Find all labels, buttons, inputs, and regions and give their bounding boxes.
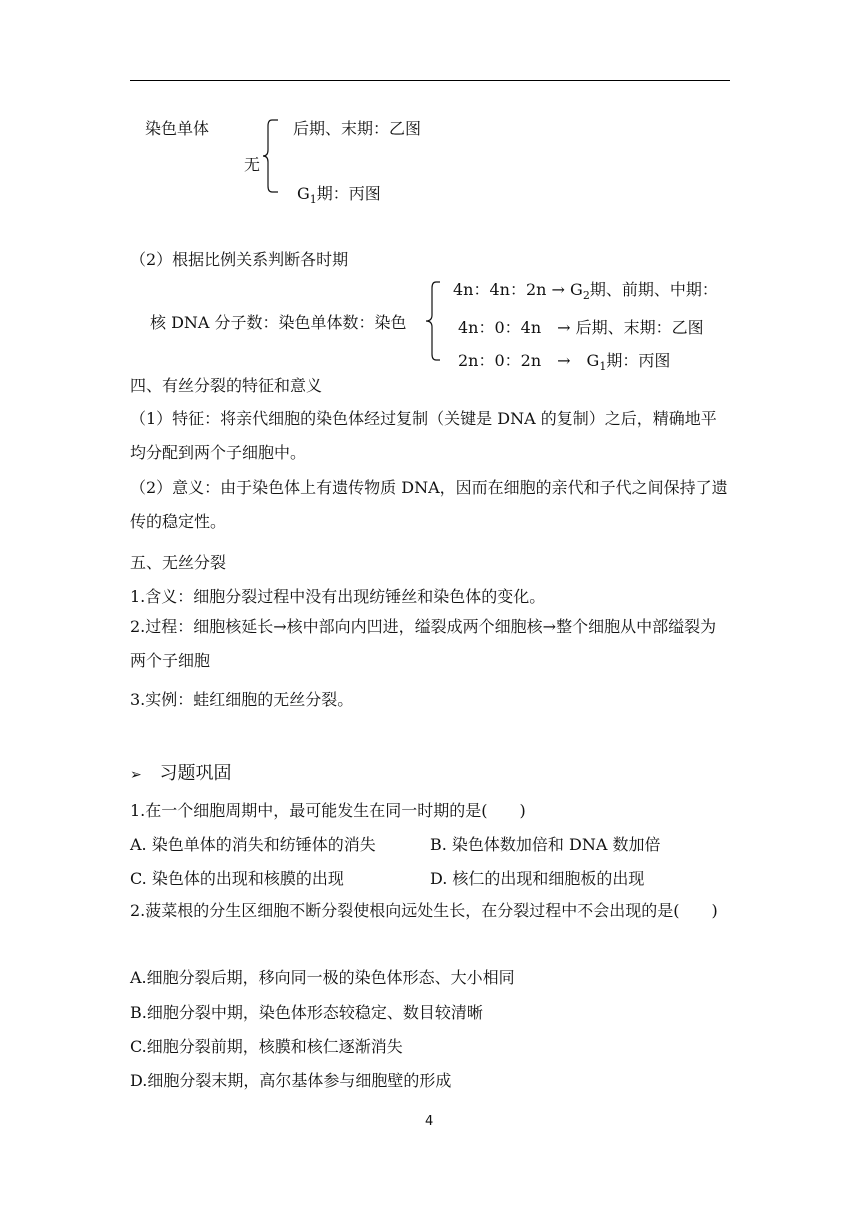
question-1-option-d: D. 核仁的出现和细胞板的出现 — [430, 869, 645, 888]
ratio-row-3: 2n：0：2n → $G_1$期：丙图 — [458, 351, 671, 374]
ratio-row-2: 4n：0：4n → 后期、末期：乙图 — [458, 318, 704, 337]
amitosis-example: 3.实例：蛙红细胞的无丝分裂。 — [130, 690, 354, 709]
arrow-bullet-icon: ➢ — [130, 767, 142, 783]
brace-2 — [424, 280, 446, 362]
page-number: 4 — [425, 1114, 434, 1129]
amitosis-definition: 1.含义：细胞分裂过程中没有出现纺锤丝和染色体的变化。 — [130, 587, 546, 606]
exercises-heading: ➢ 习题巩固 — [130, 763, 232, 784]
question-1-option-b: B. 染色体数加倍和 DNA 数加倍 — [430, 835, 661, 854]
significance-paragraph: （2）意义：由于染色体上有遗传物质 DNA，因而在细胞的亲代和子代之间保持了遗传的稳定性。 — [130, 478, 728, 531]
ratio-row-1: 4n：4n：$2n \to G_2$期、前期、中期： — [453, 280, 718, 303]
branch-g1-phase: $G_1$期：丙图 — [297, 184, 381, 207]
question-1-option-c: C. 染色体的出现和核膜的出现 — [130, 869, 344, 888]
section-5-heading: 五、无丝分裂 — [130, 553, 227, 572]
question-2-option-d: D.细胞分裂末期，高尔基体参与细胞壁的形成 — [130, 1071, 452, 1090]
branch-late-phase: 后期、末期：乙图 — [293, 119, 422, 138]
brace-1 — [262, 118, 292, 194]
feature-paragraph: （1）特征：将亲代细胞的染色体经过复制（关键是 DNA 的复制）之后，精确地平均分配到两个子细胞中。 — [130, 409, 717, 462]
question-2-option-a: A.细胞分裂后期，移向同一极的染色体形态、大小相同 — [130, 968, 515, 987]
question-1-option-a: A. 染色单体的消失和纺锤体的消失 — [130, 835, 376, 854]
question-2-option-c: C.细胞分裂前期，核膜和核仁逐渐消失 — [130, 1037, 403, 1056]
section-4-heading: 四、有丝分裂的特征和意义 — [130, 376, 323, 395]
question-1-stem: 1.在一个细胞周期中，最可能发生在同一时期的是( ) — [130, 801, 526, 820]
question-2-stem: 2.菠菜根的分生区细胞不断分裂使根向远处生长，在分裂过程中不会出现的是( ) — [130, 901, 718, 920]
ratio-label: 核 DNA 分子数：染色单体数：染色 — [150, 313, 407, 332]
question-2-option-b: B.细胞分裂中期，染色体形态较稳定、数目较清晰 — [130, 1003, 483, 1022]
none-label: 无 — [244, 155, 261, 174]
chromatid-label: 染色单体 — [145, 119, 210, 138]
header-rule — [130, 80, 730, 81]
ratio-heading: （2）根据比例关系判断各时期 — [130, 250, 349, 269]
amitosis-process: 2.过程：细胞核延长→核中部向内凹进，缢裂成两个细胞核→整个细胞从中部缢裂为两个子细胞 — [130, 617, 717, 670]
